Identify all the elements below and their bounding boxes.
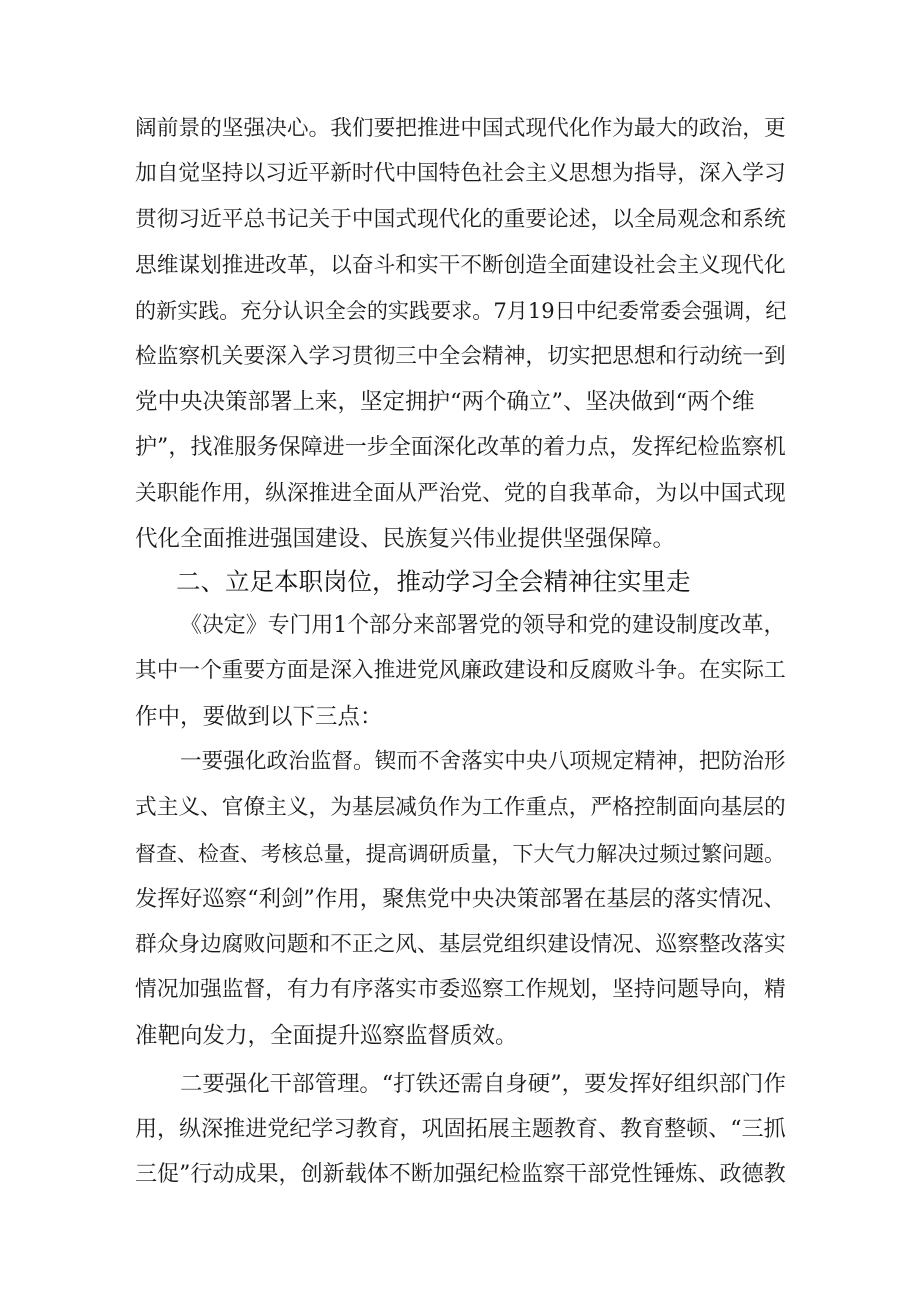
section-heading: 二、立足本职岗位，推动学习全会精神往实里走	[176, 567, 691, 596]
body-text-line: 关职能作用，纵深推进全面从严治党、党的自我革命，为以中国式现	[135, 481, 786, 506]
body-text-line: 式主义、官僚主义，为基层减负作为工作重点，严格控制面向基层的	[135, 795, 786, 820]
body-text-line: 《决定》专门用1个部分来部署党的领导和党的建设制度改革，	[180, 613, 786, 638]
body-text-line: 作中，要做到以下三点：	[135, 704, 383, 730]
body-text-line: 发挥好巡察“利剑”作用，聚焦党中央决策部署在基层的落实情况、	[135, 886, 786, 912]
body-text-line: 党中央决策部署上来，坚定拥护“两个确立”、坚决做到“两个维	[135, 389, 755, 415]
body-text-line: 用，纵深推进党纪学习教育，巩固拓展主题教育、教育整顿、“三抓	[135, 1117, 786, 1142]
body-text-line: 检监察机关要深入学习贯彻三中全会精神，切实把思想和行动统一到	[135, 344, 786, 369]
body-text-line: 代化全面推进强国建设、民族复兴伟业提供坚强保障。	[135, 526, 676, 552]
body-text-line: 督查、检查、考核总量，提高调研质量，下大气力解决过频过繁问题。	[135, 842, 786, 866]
body-text-line: 二要强化干部管理。“打铁还需自身硬”，要发挥好组织部门作	[180, 1071, 786, 1097]
body-text-line: 三促”行动成果，创新载体不断加强纪检监察干部党性锤炼、政德教	[135, 1162, 786, 1187]
body-text-line: 情况加强监督，有力有序落实市委巡察工作规划，坚持问题导向，精	[135, 977, 786, 1002]
body-text-line: 阔前景的坚强决心。我们要把推进中国式现代化作为最大的政治，更	[135, 116, 786, 141]
body-text-line: 贯彻习近平总书记关于中国式现代化的重要论述，以全局观念和系统	[135, 207, 786, 232]
body-text-line: 一要强化政治监督。锲而不舍落实中央八项规定精神，把防治形	[180, 749, 786, 774]
body-text-line: 其中一个重要方面是深入推进党风廉政建设和反腐败斗争。在实际工	[135, 658, 786, 683]
body-text-line: 护”，找准服务保障进一步全面深化改革的着力点，发挥纪检监察机	[135, 435, 786, 460]
body-text-line: 的新实践。充分认识全会的实践要求。7月19日中纪委常委会强调，纪	[135, 298, 787, 323]
body-text-line: 准靶向发力，全面提升巡察监督质效。	[135, 1023, 518, 1049]
body-text-line: 群众身边腐败问题和不正之风、基层党组织建设情况、巡察整改落实	[135, 932, 786, 957]
body-text-line: 加自觉坚持以习近平新时代中国特色社会主义思想为指导，深入学习	[135, 161, 786, 186]
body-text-line: 思维谋划推进改革，以奋斗和实干不断创造全面建设社会主义现代化	[135, 253, 786, 278]
